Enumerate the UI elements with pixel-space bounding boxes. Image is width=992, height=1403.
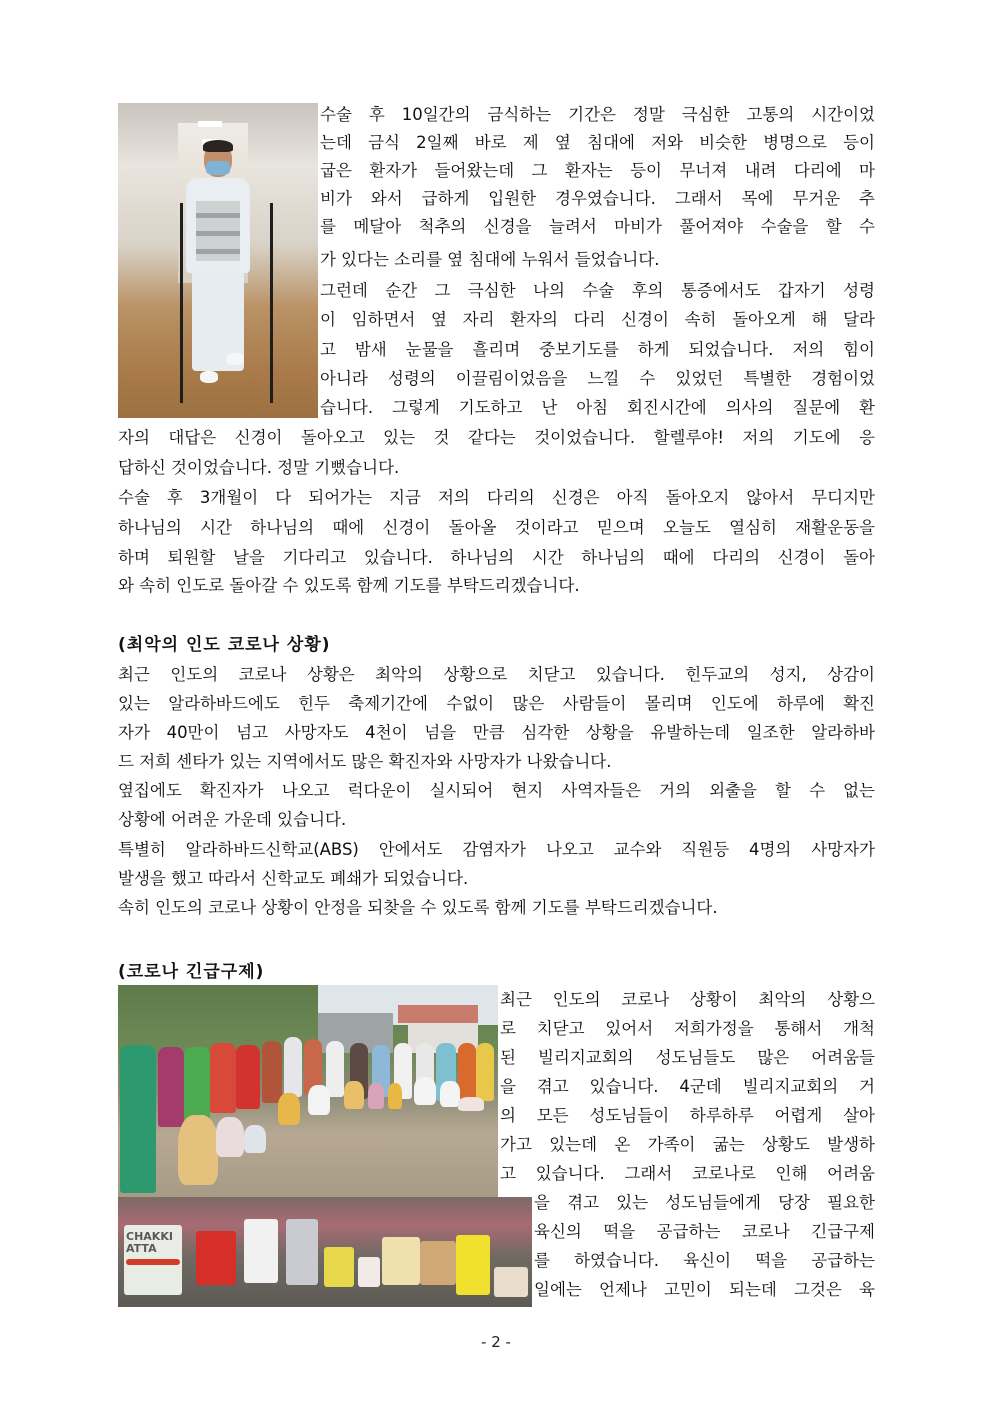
text-line: 최근 인도의 코로나 상황은 최악의 상황으로 치닫고 있습니다. 힌두교의 성지, 상감이 xyxy=(118,665,875,684)
text-line: 상황에 어려운 가운데 있습니다. xyxy=(118,810,347,829)
text-line: 는데 금식 2일째 바로 제 옆 침대에 저와 비슷한 병명으로 등이 xyxy=(320,133,875,152)
text-line: 수술 후 10일간의 금식하는 기간은 정말 극심한 고통의 시간이었 xyxy=(320,105,875,124)
atta-label: CHAKKI ATTA xyxy=(126,1230,173,1255)
text-line: 된 빌리지교회의 성도님들도 많은 어려움들 xyxy=(500,1048,875,1067)
text-line: 가고 있는데 온 가족이 굶는 상황도 발생하 xyxy=(500,1135,875,1154)
section-heading-covid-relief: (코로나 긴급구제) xyxy=(118,962,265,982)
patient-photo xyxy=(118,103,318,418)
text-line: 수술 후 3개월이 다 되어가는 지금 저의 다리의 신경은 아직 돌아오지 않아서 무디지만 xyxy=(118,488,875,507)
text-line: 이 임하면서 옆 자리 환자의 다리 신경이 속히 돌아오게 해 달라 xyxy=(320,310,875,329)
text-line: 자가 40만이 넘고 사망자도 4천이 넘을 만큼 심각한 상황을 유발하는데 일조한 알라하바 xyxy=(118,723,875,742)
text-line: 드 저희 센타가 있는 지역에서도 많은 확진자와 사망자가 나왔습니다. xyxy=(118,752,612,771)
text-line: 고 밤새 눈물을 흘리며 중보기도를 하게 되었습니다. 저의 힘이 xyxy=(320,340,875,359)
text-line: 하며 퇴원할 날을 기다리고 있습니다. 하나님의 시간 하나님의 때에 다리의 신경이 돌아 xyxy=(118,548,875,567)
text-line: 을 겪고 있는 성도님들에게 당장 필요한 xyxy=(534,1193,875,1212)
text-line: 고 있습니다. 그래서 코로나로 인해 어려움 xyxy=(500,1164,875,1183)
text-line: 가 있다는 소리를 옆 침대에 누워서 들었습니다. xyxy=(320,250,660,269)
text-line: 를 메달아 척추의 신경을 늘려서 마비가 풀어져야 수술을 할 수 xyxy=(320,217,875,236)
text-line: 옆집에도 확진자가 나오고 럭다운이 실시되어 현지 사역자들은 거의 외출을 할 수 없는 xyxy=(118,781,875,800)
text-line: 자의 대답은 신경이 돌아오고 있는 것 같다는 것이었습니다. 할렐루야! 저의 기도에 응 xyxy=(118,428,875,447)
section-heading-india-covid: (최악의 인도 코로나 상황) xyxy=(118,635,331,655)
text-line: 최근 인도의 코로나 상황이 최악의 상황으 xyxy=(500,990,875,1009)
text-line: 습니다. 그렇게 기도하고 난 아침 회진시간에 의사의 질문에 환 xyxy=(320,398,875,417)
text-line: 하나님의 시간 하나님의 때에 신경이 돌아올 것이라고 믿으며 오늘도 열심히 재활운동을 xyxy=(118,518,875,537)
text-line: 로 치닫고 있어서 저희가정을 통해서 개척 xyxy=(500,1019,875,1038)
page-number: - 2 - xyxy=(481,1333,511,1351)
text-line: 와 속히 인도로 돌아갈 수 있도록 함께 기도를 부탁드리겠습니다. xyxy=(118,576,580,595)
text-line: 있는 알라하바드에도 힌두 축제기간에 수없이 많은 사람들이 몰리며 인도에 하루에 확진 xyxy=(118,694,875,713)
text-line: 을 겪고 있습니다. 4군데 빌리지교회의 거 xyxy=(500,1077,875,1096)
text-line: 그런데 순간 그 극심한 나의 수술 후의 통증에서도 갑자기 성령 xyxy=(320,281,875,300)
text-line: 일에는 언제나 고민이 되는데 그것은 육 xyxy=(534,1280,875,1299)
text-line: 의 모든 성도님들이 하루하루 어렵게 살아 xyxy=(500,1106,875,1125)
text-line: 속히 인도의 코로나 상황이 안정을 되찾을 수 있도록 함께 기도를 부탁드리겠습니다. xyxy=(118,898,718,917)
text-line: 굽은 환자가 들어왔는데 그 환자는 등이 무너져 내려 다리에 마 xyxy=(320,161,875,180)
text-line: 특별히 알라하바드신학교(ABS) 안에서도 감염자가 나오고 교수와 직원등 4명의 사망자가 xyxy=(118,840,875,859)
text-line: 아니라 성령의 이끌림이었음을 느낄 수 있었던 특별한 경험이었 xyxy=(320,369,875,388)
relief-goods-photo xyxy=(118,1197,532,1307)
text-line: 발생을 했고 따라서 신학교도 폐쇄가 되었습니다. xyxy=(118,869,469,888)
text-line: 비가 와서 급하게 입원한 경우였습니다. 그래서 목에 무거운 추 xyxy=(320,189,875,208)
text-line: 답하신 것이었습니다. 정말 기뻤습니다. xyxy=(118,458,400,477)
text-line: 육신의 떡을 공급하는 코로나 긴급구제 xyxy=(534,1222,875,1241)
text-line: 를 하였습니다. 육신이 떡을 공급하는 xyxy=(534,1251,875,1270)
relief-crowd-photo xyxy=(118,985,498,1197)
